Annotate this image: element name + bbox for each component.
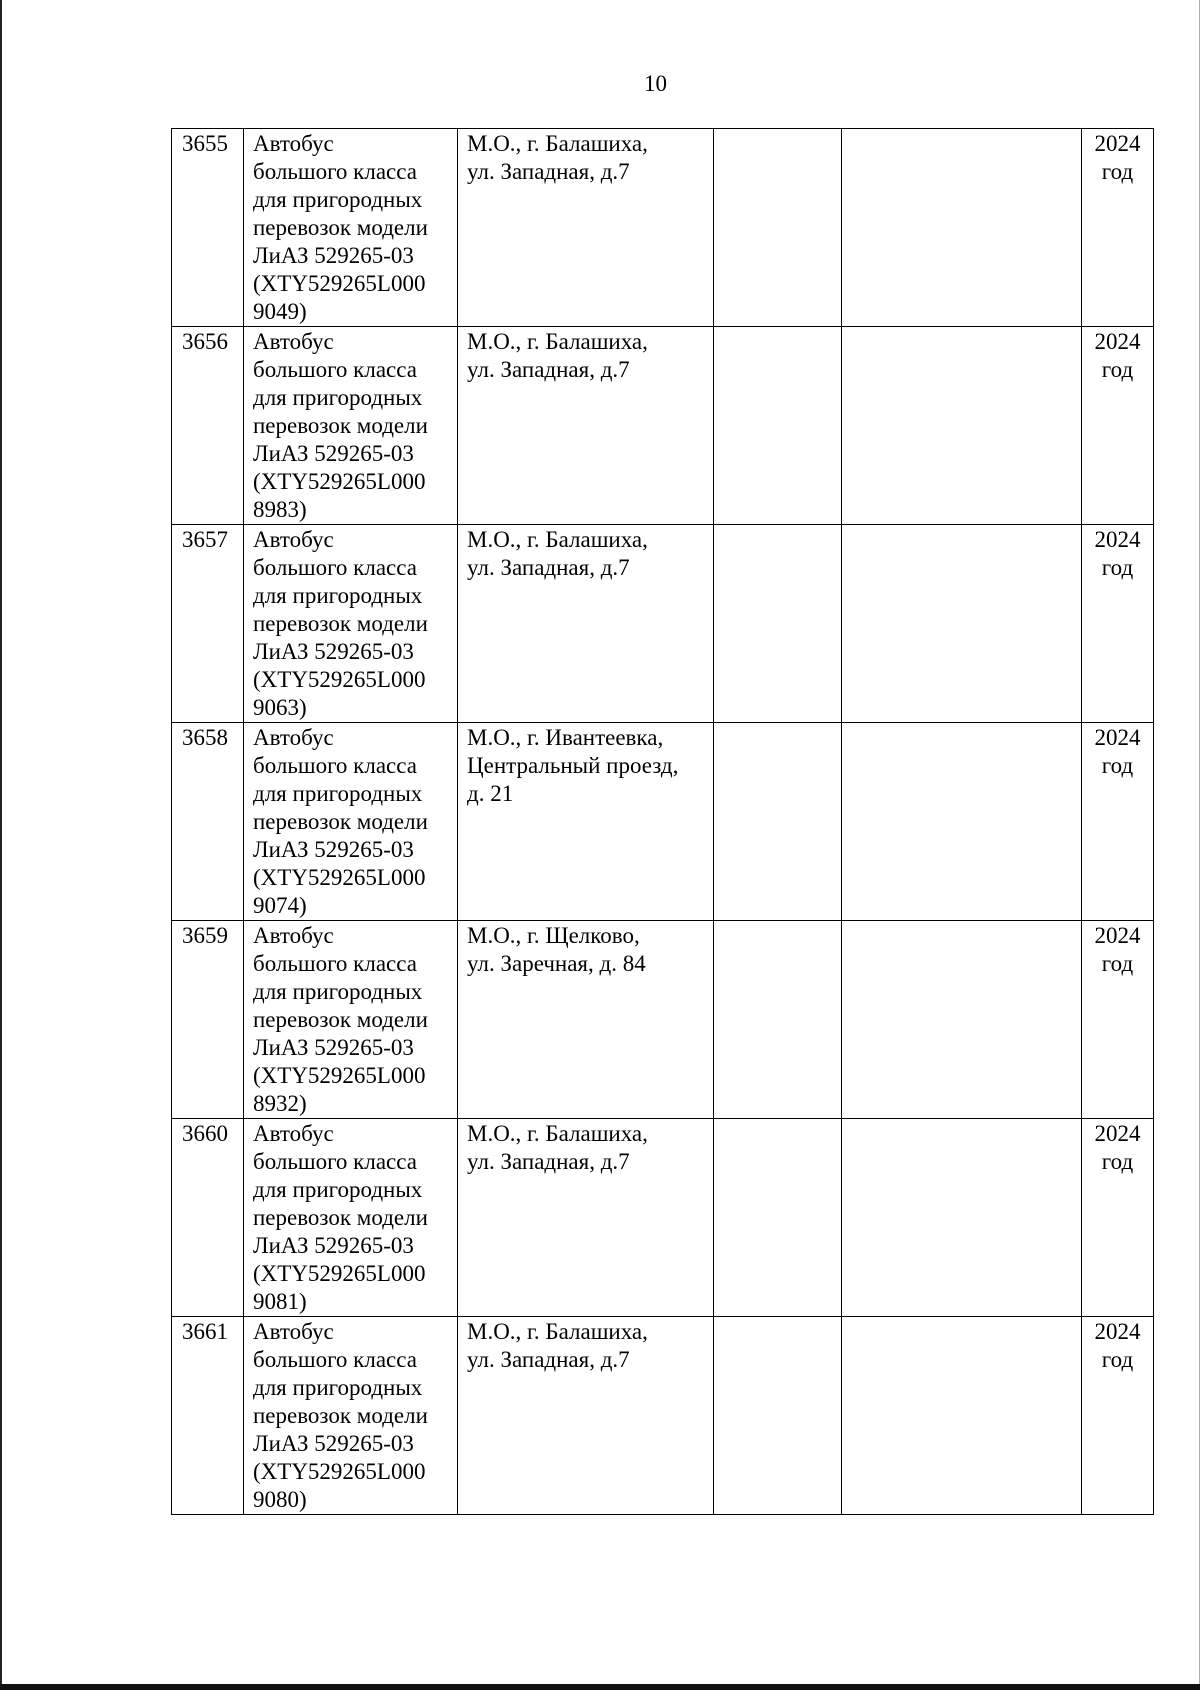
vehicle-address: [458, 1317, 714, 1515]
vehicle-year-line: 2024: [1094, 329, 1141, 354]
table-row: [172, 1119, 1154, 1317]
vehicle-address-line: М.О., г. Балашиха,: [467, 1121, 648, 1146]
vehicle-name: [244, 327, 458, 525]
vehicle-name: [244, 1317, 458, 1515]
vehicle-name-line: ЛиАЗ 529265-03: [253, 837, 414, 862]
row-number: 3656: [172, 327, 244, 525]
table-row: [172, 327, 1154, 525]
vehicle-name-line: Автобус: [253, 1319, 334, 1344]
vehicle-address-line: М.О., г. Ивантеевка,: [467, 725, 664, 750]
vehicle-name-line: перевозок модели: [253, 1205, 428, 1230]
vehicle-name-line: большого класса: [253, 357, 417, 382]
vehicle-name-line: (XTY529265L000: [253, 1063, 426, 1088]
vehicle-table-body: [172, 129, 1154, 1515]
vehicle-name-line: Автобус: [253, 527, 334, 552]
vehicle-name-line: перевозок модели: [253, 215, 428, 240]
empty-cell: [842, 525, 1082, 723]
vehicle-year-line: год: [1101, 1347, 1134, 1372]
empty-cell: [714, 921, 842, 1119]
table-row: [172, 921, 1154, 1119]
page-number: 10: [644, 71, 667, 96]
vehicle-name-line: 8932): [253, 1091, 307, 1116]
vehicle-name-line: для пригородных: [253, 781, 423, 806]
vehicle-name-line: ЛиАЗ 529265-03: [253, 441, 414, 466]
vehicle-name-line: перевозок модели: [253, 809, 428, 834]
vehicle-address-line: ул. Западная, д.7: [467, 1149, 630, 1174]
vehicle-name-line: Автобус: [253, 923, 334, 948]
vehicle-year-line: 2024: [1094, 1319, 1141, 1344]
empty-cell: [842, 723, 1082, 921]
vehicle-year-line: 2024: [1094, 131, 1141, 156]
vehicle-name-line: Автобус: [253, 1121, 334, 1146]
row-number: 3658: [172, 723, 244, 921]
vehicle-name-line: Автобус: [253, 329, 334, 354]
vehicle-year-line: год: [1101, 753, 1134, 778]
vehicle-year: [1082, 723, 1154, 921]
vehicle-name-line: ЛиАЗ 529265-03: [253, 1233, 414, 1258]
table-row: [172, 525, 1154, 723]
empty-cell: [714, 1317, 842, 1515]
vehicle-name-line: ЛиАЗ 529265-03: [253, 639, 414, 664]
vehicle-address-line: М.О., г. Балашиха,: [467, 329, 648, 354]
vehicle-address-line: М.О., г. Балашиха,: [467, 527, 648, 552]
empty-cell: [842, 921, 1082, 1119]
empty-cell: [714, 525, 842, 723]
vehicle-address-line: М.О., г. Балашиха,: [467, 131, 648, 156]
vehicle-name-line: Автобус: [253, 725, 334, 750]
vehicle-name-line: 9049): [253, 299, 307, 324]
vehicle-address: [458, 921, 714, 1119]
vehicle-name-line: 8983): [253, 497, 307, 522]
vehicle-name-line: перевозок модели: [253, 413, 428, 438]
vehicle-address-line: ул. Западная, д.7: [467, 159, 630, 184]
table-row: [172, 129, 1154, 327]
vehicle-address: [458, 129, 714, 327]
vehicle-name-line: большого класса: [253, 1149, 417, 1174]
vehicle-name-line: ЛиАЗ 529265-03: [253, 243, 414, 268]
vehicle-name-line: (XTY529265L000: [253, 667, 426, 692]
vehicle-name: [244, 723, 458, 921]
vehicle-year: [1082, 1317, 1154, 1515]
vehicle-name-line: (XTY529265L000: [253, 1459, 426, 1484]
vehicle-year-line: 2024: [1094, 1121, 1141, 1146]
vehicle-address-line: ул. Западная, д.7: [467, 555, 630, 580]
vehicle-address: [458, 525, 714, 723]
vehicle-address: [458, 327, 714, 525]
vehicle-address: [458, 723, 714, 921]
vehicle-name-line: (XTY529265L000: [253, 1261, 426, 1286]
vehicle-address-line: д. 21: [467, 781, 514, 806]
row-number: 3655: [172, 129, 244, 327]
table-row: [172, 1317, 1154, 1515]
vehicle-address-line: ул. Заречная, д. 84: [467, 951, 646, 976]
vehicle-name: [244, 525, 458, 723]
vehicle-name-line: большого класса: [253, 159, 417, 184]
vehicle-name-line: 9074): [253, 893, 307, 918]
empty-cell: [714, 723, 842, 921]
empty-cell: [714, 129, 842, 327]
vehicle-year: [1082, 327, 1154, 525]
vehicle-year-line: год: [1101, 357, 1134, 382]
vehicle-year-line: год: [1101, 555, 1134, 580]
vehicle-name-line: 9063): [253, 695, 307, 720]
vehicle-year-line: 2024: [1094, 725, 1141, 750]
empty-cell: [842, 1317, 1082, 1515]
row-number: 3660: [172, 1119, 244, 1317]
row-number: 3657: [172, 525, 244, 723]
vehicle-name-line: для пригородных: [253, 979, 423, 1004]
vehicle-address-line: ул. Западная, д.7: [467, 1347, 630, 1372]
vehicle-name-line: для пригородных: [253, 385, 423, 410]
vehicle-year-line: год: [1101, 951, 1134, 976]
vehicle-year: [1082, 129, 1154, 327]
vehicle-name-line: (XTY529265L000: [253, 469, 426, 494]
vehicle-name-line: большого класса: [253, 951, 417, 976]
vehicle-name-line: большого класса: [253, 753, 417, 778]
row-number: 3661: [172, 1317, 244, 1515]
vehicle-year-line: 2024: [1094, 923, 1141, 948]
vehicle-year-line: год: [1101, 159, 1134, 184]
vehicle-name-line: перевозок модели: [253, 1403, 428, 1428]
vehicle-address-line: М.О., г. Балашиха,: [467, 1319, 648, 1344]
vehicle-year: [1082, 921, 1154, 1119]
vehicle-table: [171, 128, 1154, 1515]
vehicle-name-line: для пригородных: [253, 1177, 423, 1202]
vehicle-name-line: большого класса: [253, 555, 417, 580]
vehicle-name-line: 9080): [253, 1487, 307, 1512]
vehicle-name-line: для пригородных: [253, 187, 423, 212]
scan-edge-left: [0, 0, 2, 1690]
vehicle-name-line: ЛиАЗ 529265-03: [253, 1431, 414, 1456]
vehicle-name: [244, 921, 458, 1119]
vehicle-name-line: перевозок модели: [253, 611, 428, 636]
empty-cell: [842, 1119, 1082, 1317]
vehicle-year-line: год: [1101, 1149, 1134, 1174]
vehicle-year: [1082, 525, 1154, 723]
vehicle-name-line: (XTY529265L000: [253, 865, 426, 890]
empty-cell: [842, 129, 1082, 327]
vehicle-name: [244, 1119, 458, 1317]
vehicle-name-line: 9081): [253, 1289, 307, 1314]
empty-cell: [842, 327, 1082, 525]
vehicle-address-line: М.О., г. Щелково,: [467, 923, 640, 948]
vehicle-name-line: (XTY529265L000: [253, 271, 426, 296]
vehicle-address-line: ул. Западная, д.7: [467, 357, 630, 382]
vehicle-name-line: перевозок модели: [253, 1007, 428, 1032]
empty-cell: [714, 327, 842, 525]
row-number: 3659: [172, 921, 244, 1119]
vehicle-name-line: для пригородных: [253, 1375, 423, 1400]
vehicle-name: [244, 129, 458, 327]
vehicle-name-line: Автобус: [253, 131, 334, 156]
vehicle-address-line: Центральный проезд,: [467, 753, 679, 778]
vehicle-address: [458, 1119, 714, 1317]
vehicle-year: [1082, 1119, 1154, 1317]
vehicle-year-line: 2024: [1094, 527, 1141, 552]
vehicle-name-line: ЛиАЗ 529265-03: [253, 1035, 414, 1060]
table-row: [172, 723, 1154, 921]
scan-edge-bottom: [0, 1684, 1200, 1690]
vehicle-name-line: большого класса: [253, 1347, 417, 1372]
empty-cell: [714, 1119, 842, 1317]
vehicle-name-line: для пригородных: [253, 583, 423, 608]
